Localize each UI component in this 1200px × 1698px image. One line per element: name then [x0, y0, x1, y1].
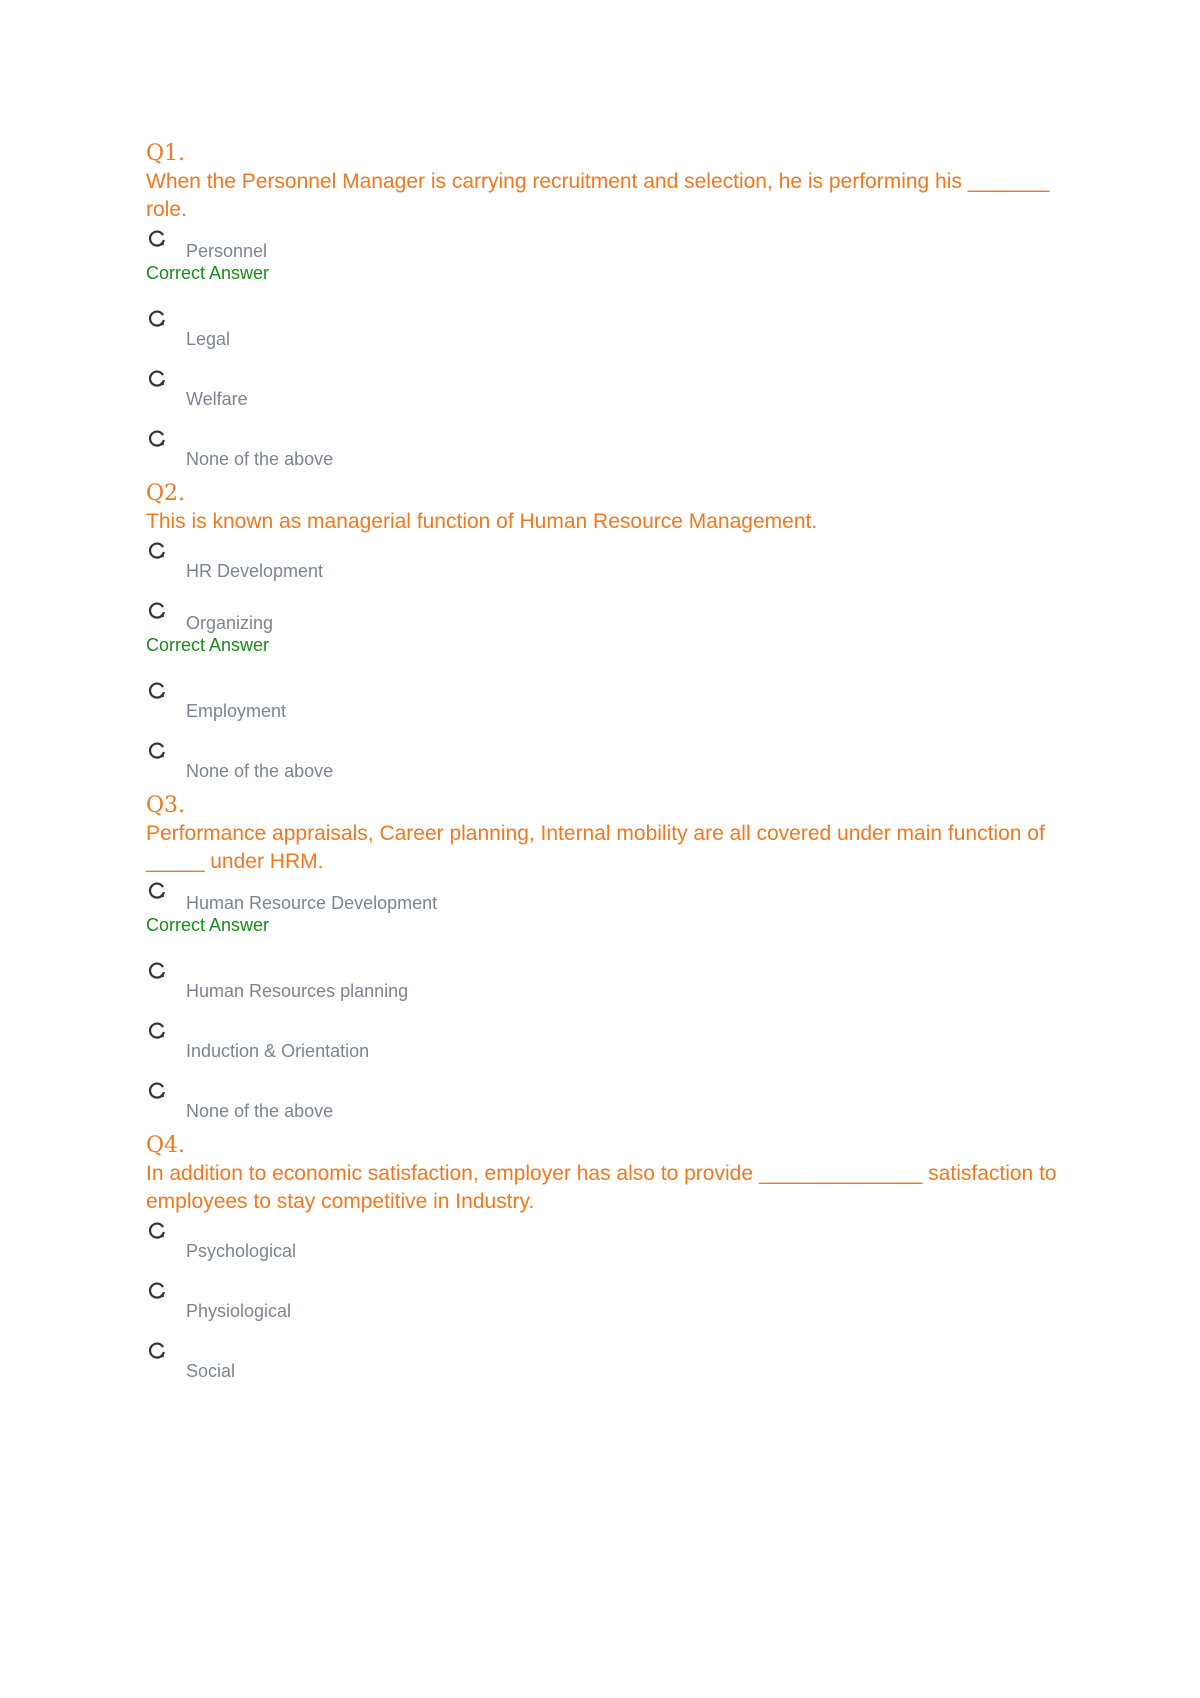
radio-spinner-icon[interactable] — [148, 370, 166, 388]
answer-option[interactable] — [146, 430, 1086, 470]
option-label: None of the above — [186, 761, 334, 781]
question-text: This is known as managerial function of Human Resource Management. — [146, 510, 818, 533]
question-text: When the Personnel Manager is carrying recruitment and selection, he is performing his _______ role. — [146, 170, 1050, 221]
question-spacer — [146, 782, 1086, 792]
question-number: Q3. — [146, 793, 186, 818]
radio-spinner-icon[interactable] — [148, 1222, 166, 1240]
answer-option[interactable] — [146, 742, 1086, 782]
radio-spinner-icon[interactable] — [148, 1342, 166, 1360]
radio-spinner-icon[interactable] — [148, 1022, 166, 1040]
option-label: Human Resources planning — [186, 981, 409, 1001]
option-spacer — [146, 582, 1086, 602]
question-1 — [146, 140, 1086, 480]
radio-spinner-icon[interactable] — [148, 742, 166, 760]
option-label: Induction & Orientation — [186, 1041, 370, 1061]
radio-spinner-icon[interactable] — [148, 542, 166, 560]
question-2 — [146, 480, 1086, 792]
option-label: Psychological — [186, 1241, 297, 1261]
option-label: HR Development — [186, 561, 324, 581]
question-number: Q2. — [146, 481, 186, 506]
option-spacer — [146, 1002, 1086, 1022]
correct-answer-label: Correct Answer — [146, 263, 270, 283]
option-spacer — [146, 284, 1086, 310]
radio-spinner-icon[interactable] — [148, 602, 166, 620]
radio-spinner-icon[interactable] — [148, 962, 166, 980]
option-label: Legal — [186, 329, 231, 349]
answer-option[interactable] — [146, 962, 1086, 1002]
option-label: Social — [186, 1361, 236, 1381]
answer-option[interactable] — [146, 1022, 1086, 1062]
question-spacer — [146, 1382, 1086, 1392]
option-label: None of the above — [186, 449, 334, 469]
option-spacer — [146, 1262, 1086, 1282]
radio-spinner-icon[interactable] — [148, 882, 166, 900]
question-number: Q1. — [146, 141, 186, 166]
option-spacer — [146, 1322, 1086, 1342]
option-spacer — [146, 722, 1086, 742]
correct-answer-label: Correct Answer — [146, 635, 270, 655]
option-label: Personnel — [186, 241, 268, 261]
option-spacer — [146, 350, 1086, 370]
quiz-page — [146, 140, 1086, 1392]
question-spacer — [146, 470, 1086, 480]
radio-spinner-icon[interactable] — [148, 1282, 166, 1300]
option-spacer — [146, 1062, 1086, 1082]
option-spacer — [146, 410, 1086, 430]
radio-spinner-icon[interactable] — [148, 682, 166, 700]
answer-option[interactable] — [146, 1282, 1086, 1322]
option-label: Employment — [186, 701, 287, 721]
answer-option[interactable] — [146, 882, 1086, 936]
answer-option[interactable] — [146, 230, 1086, 284]
option-label: None of the above — [186, 1101, 334, 1121]
option-label: Physiological — [186, 1301, 292, 1321]
option-label: Organizing — [186, 613, 274, 633]
radio-spinner-icon[interactable] — [148, 430, 166, 448]
option-label: Welfare — [186, 389, 248, 409]
question-4 — [146, 1132, 1086, 1392]
answer-option[interactable] — [146, 1222, 1086, 1262]
radio-spinner-icon[interactable] — [148, 1082, 166, 1100]
radio-spinner-icon[interactable] — [148, 230, 166, 248]
radio-spinner-icon[interactable] — [148, 310, 166, 328]
question-spacer — [146, 1122, 1086, 1132]
answer-option[interactable] — [146, 370, 1086, 410]
question-3 — [146, 792, 1086, 1132]
answer-option[interactable] — [146, 542, 1086, 582]
answer-option[interactable] — [146, 1082, 1086, 1122]
answer-option[interactable] — [146, 682, 1086, 722]
option-spacer — [146, 656, 1086, 682]
question-number: Q4. — [146, 1133, 186, 1158]
correct-answer-label: Correct Answer — [146, 915, 270, 935]
option-label: Human Resource Development — [186, 893, 438, 913]
question-text: Performance appraisals, Career planning, Internal mobility are all covered under main function of _____ under HRM. — [146, 822, 1045, 873]
option-spacer — [146, 936, 1086, 962]
answer-option[interactable] — [146, 310, 1086, 350]
answer-option[interactable] — [146, 602, 1086, 656]
answer-option[interactable] — [146, 1342, 1086, 1382]
question-text: In addition to economic satisfaction, employer has also to provide ______________ satisfaction to employees to stay competitive in Industry. — [146, 1162, 1057, 1213]
